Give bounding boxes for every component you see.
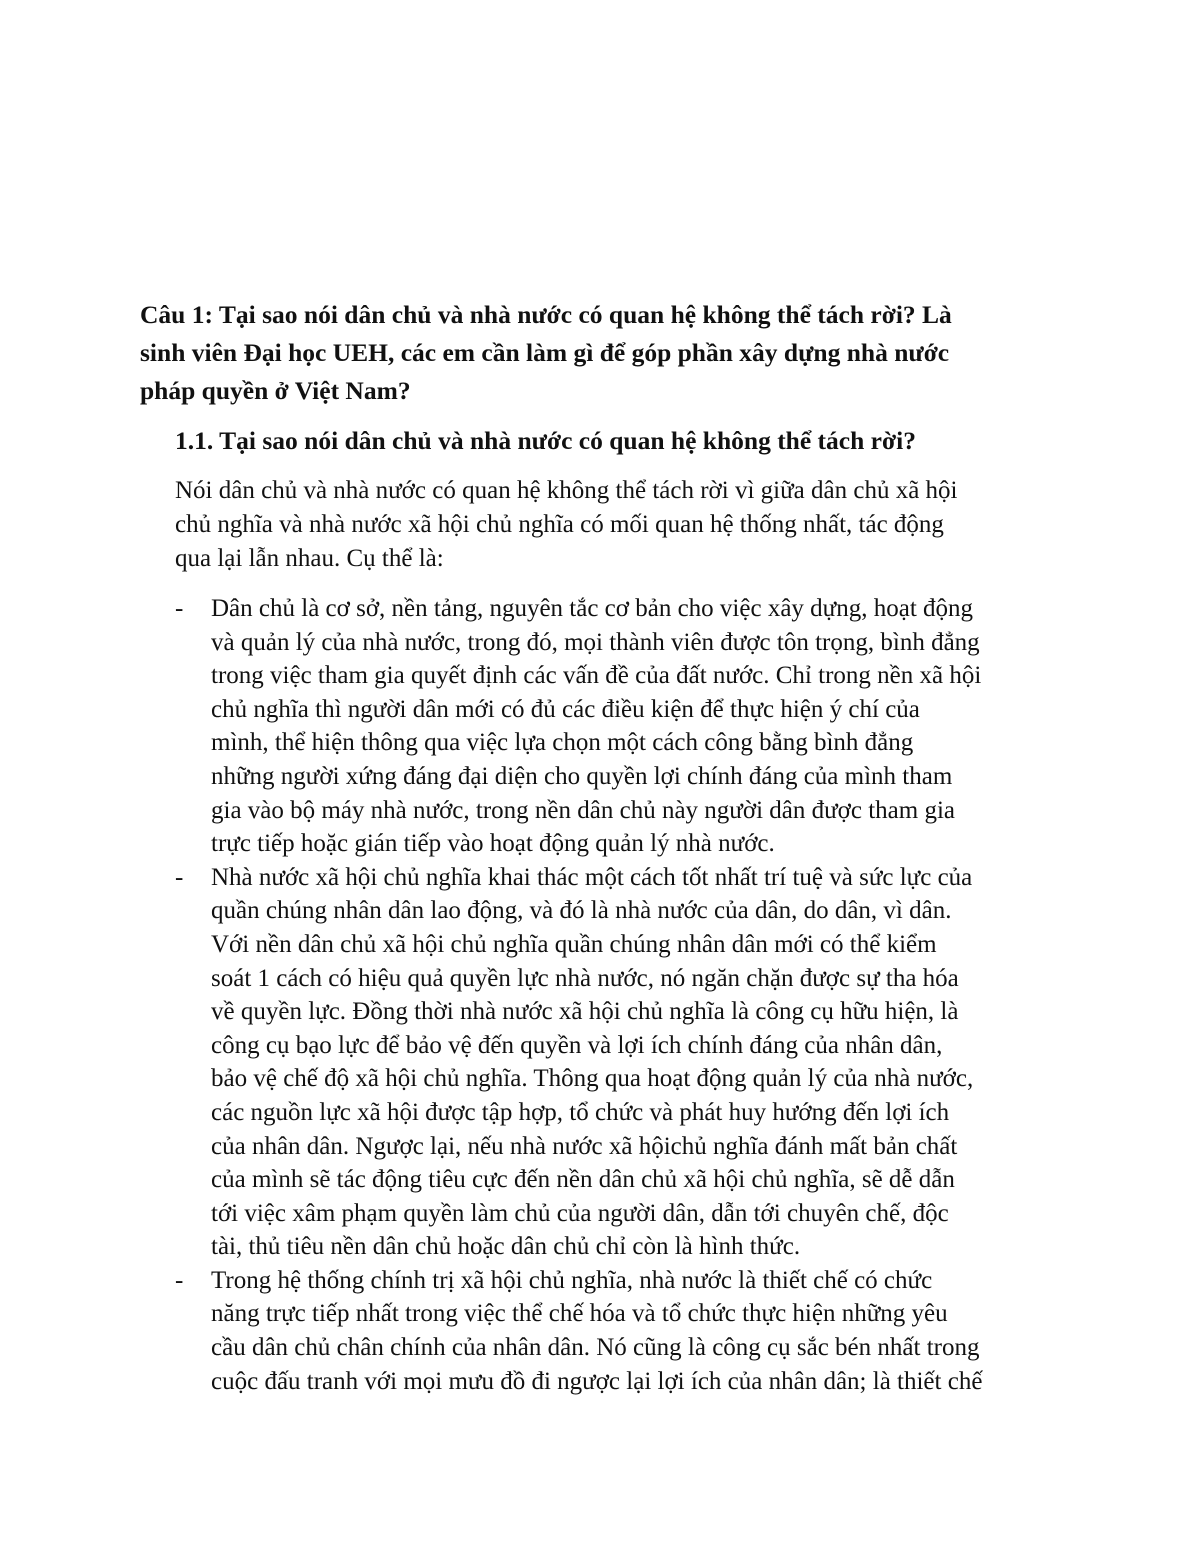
bullet-line: cầu dân chủ chân chính của nhân dân. Nó cũng là công cụ sắc bén nhất trong — [211, 1334, 980, 1362]
section-heading: 1.1. Tại sao nói dân chủ và nhà nước có quan hệ không thể tách rời? — [175, 426, 916, 455]
bullet-line: soát 1 cách có hiệu quả quyền lực nhà nước, nó ngăn chặn được sự tha hóa — [211, 964, 959, 992]
bullet-line: năng trực tiếp nhất trong việc thể chế hóa và tổ chức thực hiện những yêu — [211, 1300, 948, 1328]
bullet-line: Trong hệ thống chính trị xã hội chủ nghĩa, nhà nước là thiết chế có chức — [211, 1266, 933, 1294]
bullet-line: quần chúng nhân dân lao động, và đó là nhà nước của dân, do dân, vì dân. — [211, 897, 952, 925]
bullet-line: về quyền lực. Đồng thời nhà nước xã hội chủ nghĩa là công cụ hữu hiện, là — [211, 998, 959, 1026]
heading-line: pháp quyền ở Việt Nam? — [140, 376, 411, 405]
bullet-item — [0, 1264, 1071, 1398]
bullet-line: chủ nghĩa thì người dân mới có đủ các điều kiện để thực hiện ý chí của — [211, 695, 920, 723]
heading-line: sinh viên Đại học UEH, các em cần làm gì để góp phần xây dựng nhà nước — [140, 338, 950, 367]
bullet-line: Nhà nước xã hội chủ nghĩa khai thác một cách tốt nhất trí tuệ và sức lực của — [211, 863, 973, 891]
bullet-list — [0, 592, 1200, 1398]
bullet-line: gia vào bộ máy nhà nước, trong nền dân chủ này người dân được tham gia — [211, 796, 956, 824]
bullet-line: của mình sẽ tác động tiêu cực đến nền dân chủ xã hội chủ nghĩa, sẽ dễ dẫn — [211, 1166, 955, 1194]
intro-line: chủ nghĩa và nhà nước xã hội chủ nghĩa có mối quan hệ thống nhất, tác động — [175, 511, 944, 538]
bullet-line: mình, thể hiện thông qua việc lựa chọn một cách công bằng bình đẳng — [211, 729, 914, 757]
bullet-line: những người xứng đáng đại diện cho quyền lợi chính đáng của mình tham — [211, 762, 953, 790]
bullet-line: tới việc xâm phạm quyền làm chủ của người dân, dẫn tới chuyên chế, độc — [211, 1199, 949, 1227]
bullet-marker: - — [175, 863, 184, 891]
bullet-line: tài, thủ tiêu nền dân chủ hoặc dân chủ chỉ còn là hình thức. — [211, 1233, 801, 1261]
bullet-line: của nhân dân. Ngược lại, nếu nhà nước xã hộichủ nghĩa đánh mất bản chất — [211, 1132, 958, 1160]
bullet-item — [0, 861, 1071, 1264]
bullet-line: Dân chủ là cơ sở, nền tảng, nguyên tắc cơ bản cho việc xây dựng, hoạt động — [211, 595, 974, 622]
bullet-line: bảo vệ chế độ xã hội chủ nghĩa. Thông qua hoạt động quản lý của nhà nước, — [211, 1065, 974, 1093]
bullet-line: trực tiếp hoặc gián tiếp vào hoạt động quản lý nhà nước. — [211, 830, 775, 858]
bullet-marker: - — [175, 1266, 184, 1294]
heading-line: Câu 1: Tại sao nói dân chủ và nhà nước có quan hệ không thể tách rời? Là — [140, 300, 952, 329]
bullet-line: công cụ bạo lực để bảo vệ đến quyền và lợi ích chính đáng của nhân dân, — [211, 1031, 943, 1059]
bullet-line: Với nền dân chủ xã hội chủ nghĩa quần chúng nhân dân mới có thể kiểm — [211, 930, 937, 958]
bullet-line: trong việc tham gia quyết định các vấn đề của đất nước. Chỉ trong nền xã hội — [211, 662, 982, 690]
bullet-marker: - — [175, 595, 184, 622]
bullet-line: và quản lý của nhà nước, trong đó, mọi thành viên được tôn trọng, bình đẳng — [211, 628, 980, 656]
question-heading — [140, 296, 1060, 410]
bullet-line: các nguồn lực xã hội được tập hợp, tổ chức và phát huy hướng đến lợi ích — [211, 1098, 950, 1126]
bullet-line: cuộc đấu tranh với mọi mưu đồ đi ngược lại lợi ích của nhân dân; là thiết chế — [211, 1367, 983, 1395]
bullet-item — [0, 592, 1071, 861]
intro-paragraph — [175, 474, 1075, 576]
intro-line: qua lại lẫn nhau. Cụ thể là: — [175, 545, 444, 572]
intro-line: Nói dân chủ và nhà nước có quan hệ không thể tách rời vì giữa dân chủ xã hội — [175, 477, 958, 504]
